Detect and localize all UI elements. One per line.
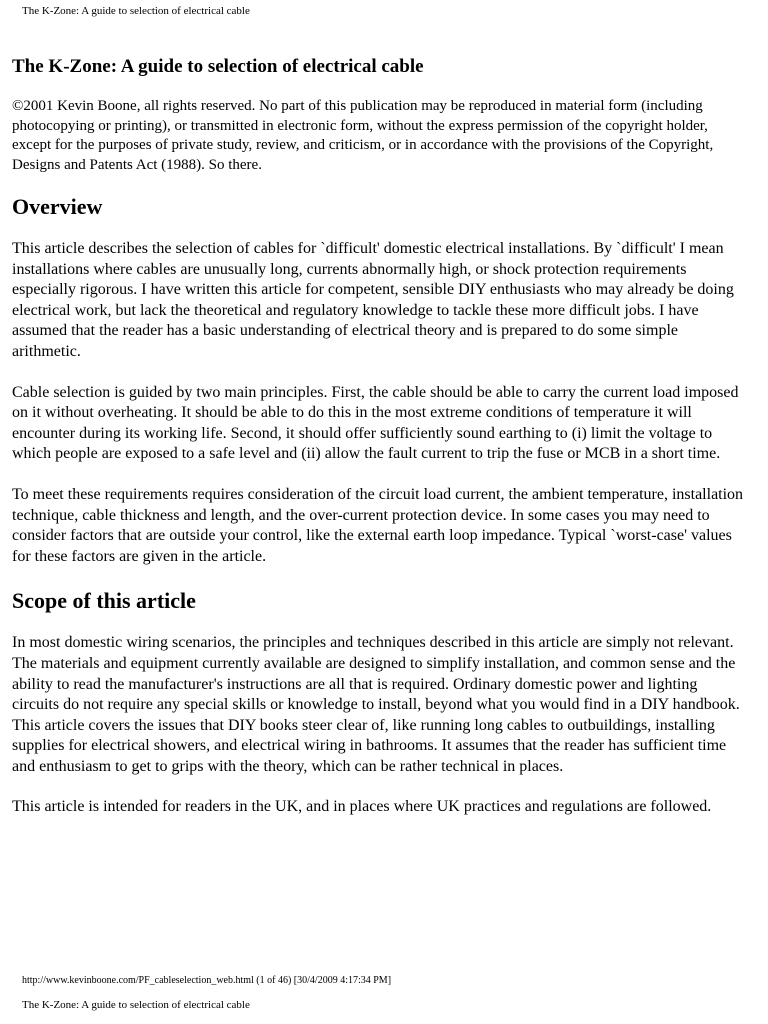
scope-paragraph-2: This article is intended for readers in the UK, and in places where UK practices and regulations are followed. xyxy=(12,798,712,816)
footer-running-title: The K-Zone: A guide to selection of electrical cable xyxy=(22,999,250,1011)
running-header: The K-Zone: A guide to selection of electrical cable xyxy=(22,5,250,17)
scope-paragraph-1: In most domestic wiring scenarios, the principles and techniques described in this article are simply not relevant. The materials and equipment currently available are designed to simplify installation, and common sense and the ability to read the manufacturer's instructions are all that is required. Ordinary domestic power and lighting circuits do not require any special skills or knowledge to install, beyond what you would find in a DIY handbook. This article covers the issues that DIY books steer clear of, like running long cables to outbuildings, installing supplies for electrical showers, and electrical wiring in bathrooms. It assumes that the reader has sufficient time and enthusiasm to get to grips with the theory, which can be rather technical in places. xyxy=(12,634,740,775)
footer-url: http://www.kevinboone.com/PF_cableselection_web.html (1 of 46) [30/4/2009 4:17:34 PM] xyxy=(22,975,392,986)
overview-paragraph-1: This article describes the selection of cables for `difficult' domestic electrical installations. By `difficult' I mean installations where cables are unusually long, currents abnormally high, or shock protection requirements especially rigorous. I have written this article for competent, sensible DIY enthusiasts who may already be doing electrical work, but lack the theoretical and regulatory knowledge to tackle these more difficult jobs. I have assumed that the reader has a basic understanding of electrical theory and is prepared to do some simple arithmetic. xyxy=(12,240,734,360)
copyright-notice: ©2001 Kevin Boone, all rights reserved. No part of this publication may be reproduced in material form (including photocopying or printing), or transmitted in electronic form, without the express permission of the copyright holder, except for the purposes of private study, review, and criticism, or in accordance with the provisions of the Copyright, Designs and Patents Act (1988). So there. xyxy=(12,98,714,173)
page-title: The K-Zone: A guide to selection of electrical cable xyxy=(12,56,424,77)
overview-paragraph-2: Cable selection is guided by two main principles. First, the cable should be able to carry the current load imposed on it without overheating. It should be able to do this in the most extreme conditions of temperature it will encounter during its working life. Second, it should offer sufficiently sound earthing to (i) limit the voltage to which people are exposed to a safe level and (ii) allow the fault current to trip the fuse or MCB in a short time. xyxy=(12,383,739,463)
section-heading-overview: Overview xyxy=(12,194,103,219)
overview-paragraph-3: To meet these requirements requires consideration of the circuit load current, the ambient temperature, installation technique, cable thickness and length, and the over-current protection device. In some cases you may need to consider factors that are outside your control, like the external earth loop impedance. Typical `worst-case' values for these factors are given in the article. xyxy=(12,485,744,565)
article-content xyxy=(12,55,748,838)
section-heading-scope: Scope of this article xyxy=(12,588,196,614)
